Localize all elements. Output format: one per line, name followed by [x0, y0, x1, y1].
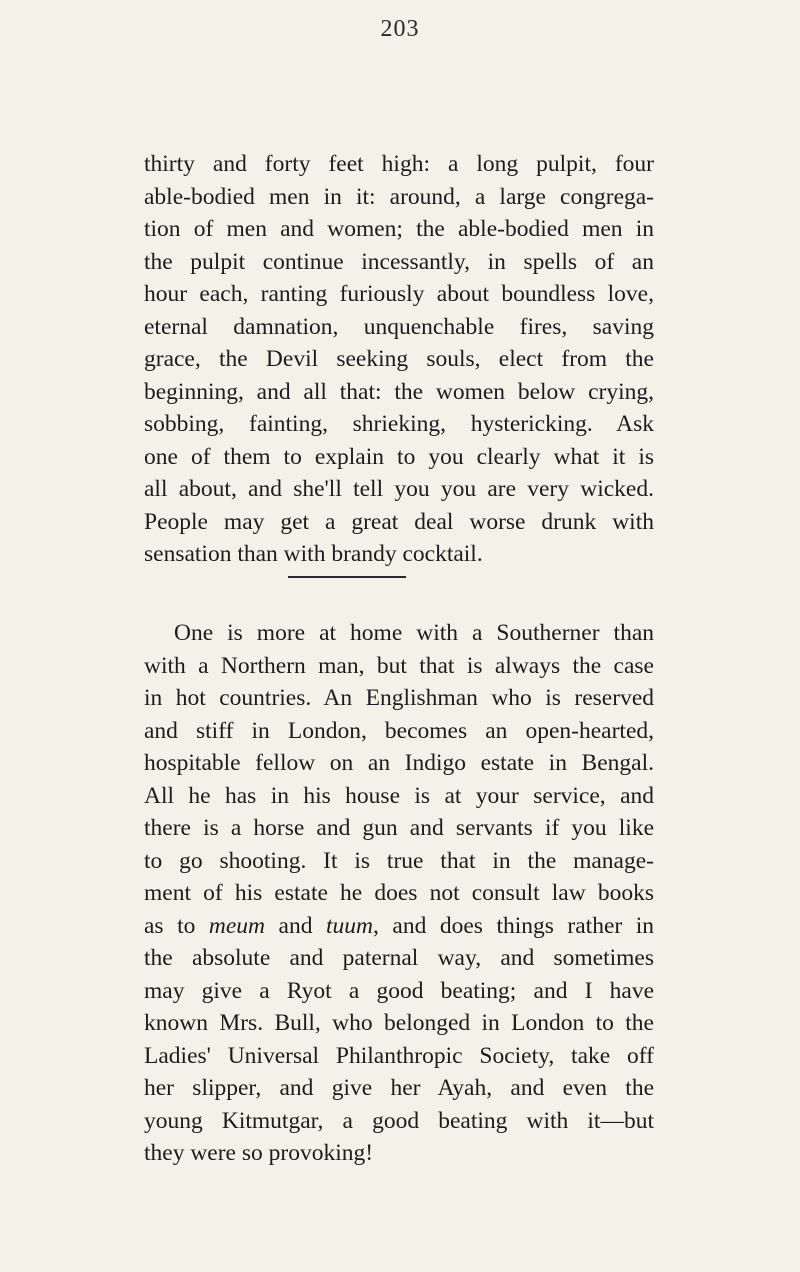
- text-line: tion of men and women; the able-bodied men in: [144, 216, 654, 242]
- text-line: beginning, and all that: the women below crying,: [144, 378, 654, 405]
- text-line: ment of his estate he does not consult law books: [144, 880, 654, 906]
- text-line: they were so provoking!: [144, 1140, 374, 1166]
- text-line: One is more at home with a Southerner than: [174, 620, 654, 646]
- text-line: known Mrs. Bull, who belonged in London to the: [144, 1010, 654, 1036]
- paragraph-2: [144, 617, 654, 1170]
- text-line: all about, and she'll tell you you are very wicked.: [144, 476, 654, 502]
- text-line: the absolute and paternal way, and sometimes: [144, 945, 654, 971]
- latin-term-meum: meum: [208, 912, 266, 939]
- text-line: young Kitmutgar, a good beating with it—but: [144, 1107, 654, 1134]
- text-line: hour each, ranting furiously about boundless love,: [144, 281, 654, 307]
- text-line: All he has in his house is at your service, and: [144, 782, 654, 809]
- latin-term-tuum: tuum: [326, 912, 373, 939]
- text-run: as to: [144, 912, 209, 939]
- text-line: able-bodied men in it: around, a large congrega-: [144, 183, 654, 210]
- text-line: eternal damnation, unquenchable fires, saving: [144, 313, 654, 340]
- text-line: there is a horse and gun and servants if you like: [144, 815, 654, 841]
- text-line: with a Northern man, but that is always the case: [144, 652, 654, 679]
- text-line: People may get a great deal worse drunk with: [144, 508, 654, 535]
- page-number: 203: [380, 16, 420, 42]
- text-line: to go shooting. It is true that in the manage-: [144, 847, 654, 874]
- text-line: [144, 910, 654, 943]
- text-line: sobbing, fainting, shrieking, hystericking. Ask: [144, 411, 654, 437]
- text-line: thirty and forty feet high: a long pulpit, four: [144, 151, 654, 177]
- section-divider: [288, 576, 406, 578]
- text-line: Ladies' Universal Philanthropic Society, take off: [144, 1042, 654, 1069]
- text-line: the pulpit continue incessantly, in spells of an: [144, 248, 654, 275]
- text-run: , and does things rather in: [373, 912, 655, 939]
- text-line: hospitable fellow on an Indigo estate in Bengal.: [144, 750, 654, 776]
- text-line: in hot countries. An Englishman who is reserved: [144, 685, 654, 711]
- text-line: her slipper, and give her Ayah, and even the: [144, 1075, 654, 1101]
- text-line: and stiff in London, becomes an open-hearted,: [144, 717, 654, 744]
- text-line: one of them to explain to you clearly what it is: [144, 443, 654, 470]
- text-line: may give a Ryot a good beating; and I have: [144, 977, 654, 1004]
- text-line: grace, the Devil seeking souls, elect from the: [144, 346, 654, 372]
- text-line: sensation than with brandy cocktail.: [144, 541, 483, 567]
- paragraph-1: [144, 148, 654, 571]
- text-run: and: [265, 912, 326, 939]
